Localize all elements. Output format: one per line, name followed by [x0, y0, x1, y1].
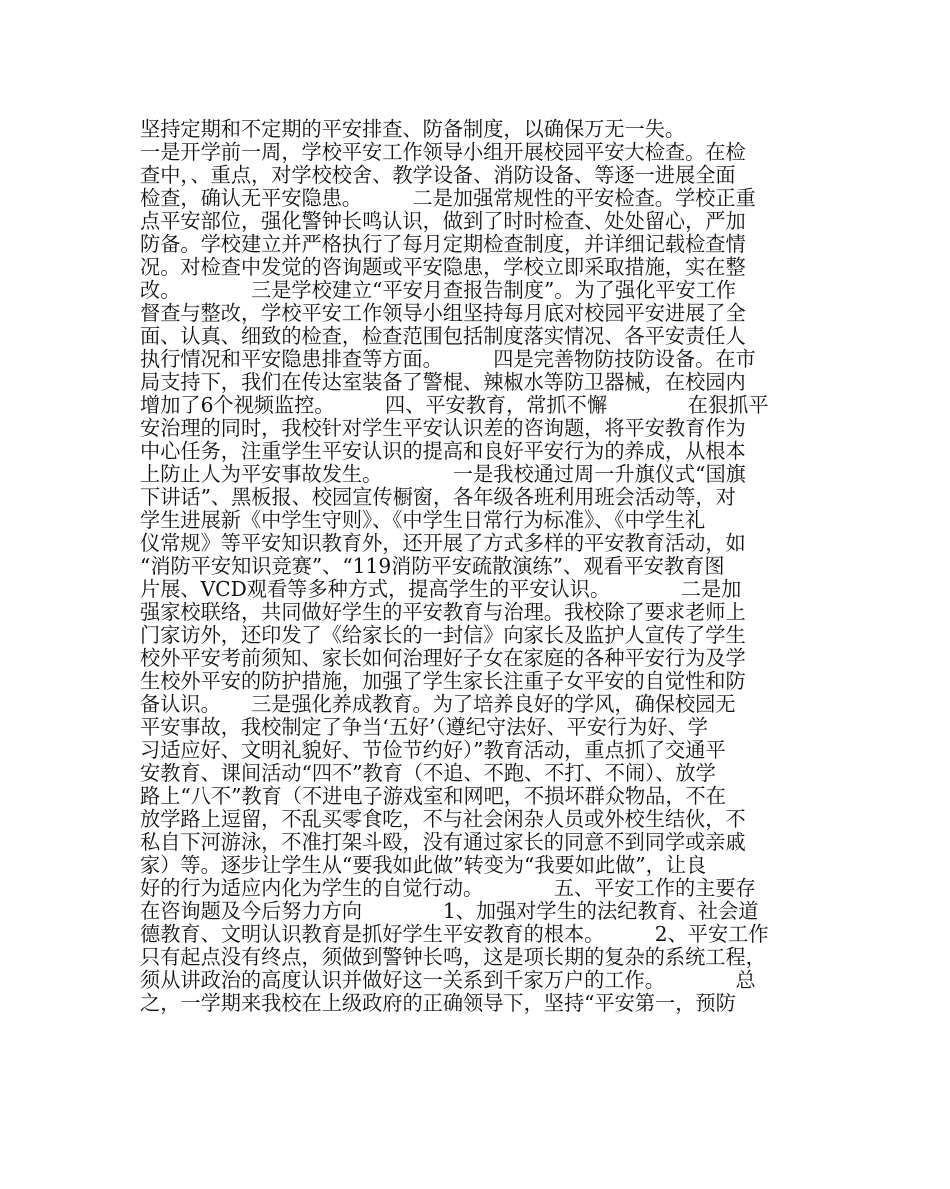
- text-line: 点平安部位，强化警钟长鸣认识，做到了时时检查、处处留心，严加: [140, 209, 746, 233]
- text-line: 放学路上逗留，不乱买零食吃，不与社会闲杂人员或外校生结伙，不: [140, 807, 746, 831]
- text-line: 平安事故，我校制定了争当‘五好’（遵纪守法好、平安行为好、学: [140, 715, 708, 739]
- text-line: 面、认真、细致的检查，检查范围包括制度落实情况、各平安责任人: [140, 324, 746, 348]
- text-line: 改。 三是学校建立“平安月查报告制度”。为了强化平安工作: [140, 278, 736, 302]
- document-body: [140, 118, 816, 1015]
- text-line: 好的行为适应内化为学生的自觉行动。 五、平安工作的主要存: [140, 876, 756, 900]
- text-line: 安教育、课间活动“四不”教育（不追、不跑、不打、不闹）、放学: [140, 761, 716, 785]
- text-line: 校外平安考前须知、家长如何治理好子女在家庭的各种平安行为及学: [140, 646, 746, 670]
- text-line: 检查，确认无平安隐患。 二是加强常规性的平安检查。学校正重: [140, 186, 756, 210]
- text-line: 学生进展新《中学生守则》、《中学生日常行为标准》、《中学生礼: [140, 508, 706, 532]
- text-line: 防备。学校建立并严格执行了每月定期检查制度，并详细记载检查情: [140, 232, 746, 256]
- text-line: 安治理的同时，我校针对学生平安认识差的咨询题，将平安教育作为: [140, 416, 746, 440]
- text-line: 一是开学前一周，学校平安工作领导小组开展校园平安大检查。在检: [140, 140, 746, 164]
- text-line: 路上“八不”教育（不进电子游戏室和网吧，不损坏群众物品，不在: [140, 784, 726, 808]
- text-line: 门家访外，还印发了《给家长的一封信》向家长及监护人宣传了学生: [140, 623, 746, 647]
- text-line: 只有起点没有终点，须做到警钟长鸣，这是项长期的复杂的系统工程，: [140, 945, 766, 969]
- text-line: 生校外平安的防护措施，加强了学生家长注重子女平安的自觉性和防: [140, 669, 746, 693]
- text-line: 仪常规》等平安知识教育外，还开展了方式多样的平安教育活动，如: [140, 531, 746, 555]
- text-line: 之，一学期来我校在上级政府的正确领导下，坚持“平安第一，预防: [140, 991, 736, 1015]
- text-line: 备认识。 三是强化养成教育。为了培养良好的学风，确保校园无: [140, 692, 736, 716]
- text-line: 在咨询题及今后努力方向 1、加强对学生的法纪教育、社会道: [140, 899, 759, 923]
- text-line: 片展、VCD观看等多种方式，提高学生的平安认识。 二是加: [140, 577, 742, 601]
- text-line: 督查与整改，学校平安工作领导小组坚持每月底对校园平安进展了全: [140, 301, 746, 325]
- text-line: 查中，、重点，对学校校舍、教学设备、消防设备、等逐一进展全面: [140, 163, 736, 187]
- text-line: 私自下河游泳，不准打架斗殴，没有通过家长的同意不到同学或亲戚: [140, 830, 746, 854]
- text-line: 坚持定期和不定期的平安排查、防备制度，以确保万无一失。: [140, 117, 686, 141]
- text-line: 家）等。逐步让学生从“要我如此做”转变为“我要如此做”，让良: [140, 853, 707, 877]
- text-line: 况。对检查中发觉的咨询题或平安隐患，学校立即采取措施，实在整: [140, 255, 746, 279]
- text-line: 德教育、文明认识教育是抓好学生平安教育的根本。 2、平安工作: [140, 922, 769, 946]
- text-line: 执行情况和平安隐患排查等方面。 四是完善物防技防设备。在市: [140, 347, 756, 371]
- text-line: 中心任务，注重学生平安认识的提高和良好平安行为的养成，从根本: [140, 439, 746, 463]
- text-line: “消防平安知识竞赛”、“119消防平安疏散演练”、观看平安教育图: [140, 554, 725, 578]
- text-line: 须从讲政治的高度认识并做好这一关系到千家万户的工作。 总: [140, 968, 756, 992]
- text-line: 下讲话”、黑板报、校园宣传橱窗，各年级各班利用班会活动等，对: [140, 485, 736, 509]
- text-line: 习适应好、文明礼貌好、节俭节约好）”教育活动，重点抓了交通平: [140, 738, 726, 762]
- text-line: 强家校联络，共同做好学生的平安教育与治理。我校除了要求老师上: [140, 600, 746, 624]
- text-line: 增加了6个视频监控。 四、平安教育，常抓不懈 在狠抓平: [140, 393, 769, 417]
- text-line: 局支持下，我们在传达室装备了警棍、辣椒水等防卫器械，在校园内: [140, 370, 746, 394]
- text-line: 上防止人为平安事故发生。 一是我校通过周一升旗仪式“国旗: [140, 462, 746, 486]
